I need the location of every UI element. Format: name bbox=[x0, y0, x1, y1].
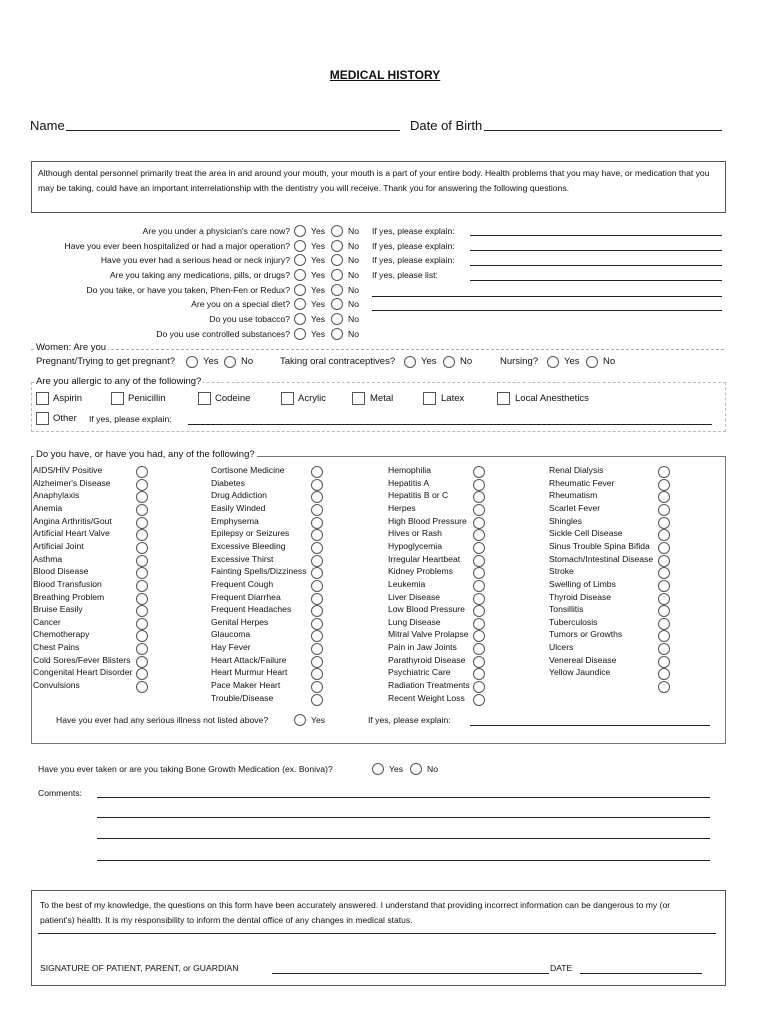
condition-3-10-radio[interactable] bbox=[473, 593, 485, 605]
condition-4-8: Stroke bbox=[549, 566, 574, 577]
condition-3-7: Irregular Heartbeat bbox=[388, 553, 461, 564]
nursing-question: Nursing? bbox=[500, 356, 539, 367]
question-5-yes-label: Yes bbox=[311, 299, 326, 309]
question-6-no-label: No bbox=[348, 314, 359, 324]
condition-4-10-radio[interactable] bbox=[658, 593, 670, 605]
condition-1-1: Alzheimer's Disease bbox=[33, 477, 111, 488]
question-4: Do you take, or have you taken, Phen-Fen or Redux? bbox=[86, 285, 290, 295]
pregnant-no-radio[interactable] bbox=[224, 356, 236, 368]
condition-4-16: Yellow Jaundice bbox=[549, 667, 611, 678]
answer-line-5[interactable] bbox=[372, 310, 722, 311]
condition-2-0-radio[interactable] bbox=[311, 466, 323, 478]
condition-1-0: AIDS/HIV Positive bbox=[33, 465, 103, 475]
condition-2-18-radio[interactable] bbox=[311, 694, 323, 706]
question-0-no-label: No bbox=[348, 226, 359, 236]
allergy-acrylic-label: Acrylic bbox=[298, 393, 326, 404]
condition-1-7-radio[interactable] bbox=[136, 555, 148, 567]
condition-1-3: Anemia bbox=[33, 502, 63, 513]
allergy-explain-label: If yes, please explain: bbox=[89, 414, 172, 424]
condition-3-0: Hemophilia bbox=[388, 465, 431, 475]
allergy-other-checkbox[interactable] bbox=[36, 412, 49, 425]
signature-label: SIGNATURE OF PATIENT, PARENT, or GUARDIAN bbox=[40, 963, 239, 973]
question-2-no-radio[interactable] bbox=[331, 254, 343, 266]
allergy-legend: Are you allergic to any of the following? bbox=[36, 376, 202, 387]
condition-3-16: Psychiatric Care bbox=[388, 667, 451, 678]
condition-3-18: Recent Weight Loss bbox=[388, 692, 465, 703]
condition-3-1: Hepatitis A bbox=[388, 477, 430, 488]
answer-line-0[interactable] bbox=[470, 235, 722, 236]
date-label: DATE bbox=[550, 963, 573, 973]
condition-2-11: Frequent Headaches bbox=[211, 604, 292, 615]
condition-1-13: Chemotherapy bbox=[33, 629, 90, 640]
condition-2-1-radio[interactable] bbox=[311, 479, 323, 491]
intro-box bbox=[31, 161, 726, 213]
question-2-yes-label: Yes bbox=[311, 255, 326, 265]
condition-3-13: Mitral Valve Prolapse bbox=[388, 629, 469, 640]
condition-2-6: Excessive Bleeding bbox=[211, 540, 286, 551]
condition-3-15-radio[interactable] bbox=[473, 656, 485, 668]
allergy-penicillin-label: Penicillin bbox=[128, 393, 166, 404]
contraceptives-question: Taking oral contraceptives? bbox=[280, 356, 396, 367]
question-1-no-label: No bbox=[348, 241, 359, 251]
allergy-codeine-checkbox[interactable] bbox=[198, 392, 211, 405]
question-0-yes-radio[interactable] bbox=[294, 225, 306, 237]
question-5-no-radio[interactable] bbox=[331, 298, 343, 310]
signature-field[interactable] bbox=[272, 973, 549, 974]
question-1: Have you ever been hospitalized or had a major operation? bbox=[64, 241, 290, 251]
dob-field[interactable] bbox=[484, 130, 722, 131]
contraceptives-yes-radio[interactable] bbox=[404, 356, 416, 368]
pregnant-yes-label: Yes bbox=[203, 356, 219, 367]
allergy-aspirin-label: Aspirin bbox=[53, 393, 83, 404]
condition-1-16: Congenital Heart Disorder bbox=[33, 667, 133, 678]
question-1-yes-radio[interactable] bbox=[294, 240, 306, 252]
condition-4-0-radio[interactable] bbox=[658, 466, 670, 478]
women-divider bbox=[31, 349, 724, 350]
condition-4-14-radio[interactable] bbox=[658, 643, 670, 655]
allergy-metal-label: Metal bbox=[370, 393, 394, 404]
pregnant-question: Pregnant/Trying to get pregnant? bbox=[36, 356, 176, 367]
condition-4-14: Ulcers bbox=[549, 642, 574, 653]
comments-line-4[interactable] bbox=[97, 860, 710, 861]
answer-line-3[interactable] bbox=[470, 280, 722, 281]
condition-3-12-radio[interactable] bbox=[473, 618, 485, 630]
condition-1-5: Artificial Heart Valve bbox=[33, 528, 110, 539]
serious-illness-explain-label: If yes, please explain: bbox=[368, 715, 451, 725]
condition-3-10: Liver Disease bbox=[388, 591, 441, 602]
condition-2-0: Cortisone Medicine bbox=[211, 465, 285, 475]
condition-4-0: Renal Dialysis bbox=[549, 465, 604, 475]
condition-2-3: Easily Winded bbox=[211, 502, 266, 513]
condition-4-17-radio[interactable] bbox=[658, 681, 670, 693]
question-0-followup-label: If yes, please explain: bbox=[372, 226, 455, 236]
question-6-yes-radio[interactable] bbox=[294, 313, 306, 325]
condition-2-14: Hay Fever bbox=[211, 642, 251, 653]
condition-4-3-radio[interactable] bbox=[658, 504, 670, 516]
condition-1-3-radio[interactable] bbox=[136, 504, 148, 516]
condition-3-14: Pain in Jaw Joints bbox=[388, 642, 457, 653]
question-2-yes-radio[interactable] bbox=[294, 254, 306, 266]
condition-4-6: Sinus Trouble Spina Bifida bbox=[549, 540, 650, 551]
question-7-yes-radio[interactable] bbox=[294, 328, 306, 340]
contraceptives-yes-label: Yes bbox=[421, 356, 437, 367]
condition-2-7-radio[interactable] bbox=[311, 555, 323, 567]
condition-4-10: Thyroid Disease bbox=[549, 591, 612, 602]
question-4-yes-label: Yes bbox=[311, 285, 326, 295]
condition-1-0-radio[interactable] bbox=[136, 466, 148, 478]
condition-2-3-radio[interactable] bbox=[311, 504, 323, 516]
allergy-explain-field[interactable] bbox=[188, 424, 712, 425]
condition-2-4: Emphysema bbox=[211, 515, 259, 526]
condition-1-6: Artificial Joint bbox=[33, 540, 84, 551]
condition-4-6-radio[interactable] bbox=[658, 542, 670, 554]
nursing-yes-label: Yes bbox=[564, 356, 580, 367]
condition-2-15-radio[interactable] bbox=[311, 656, 323, 668]
question-1-followup-label: If yes, please explain: bbox=[372, 241, 455, 251]
condition-4-1-radio[interactable] bbox=[658, 479, 670, 491]
serious-illness-yes-label: Yes bbox=[311, 715, 326, 725]
condition-2-9-radio[interactable] bbox=[311, 580, 323, 592]
bone-growth-no-radio[interactable] bbox=[410, 763, 422, 775]
condition-1-15-radio[interactable] bbox=[136, 656, 148, 668]
question-4-yes-radio[interactable] bbox=[294, 284, 306, 296]
condition-1-14: Chest Pains bbox=[33, 642, 80, 653]
question-1-yes-label: Yes bbox=[311, 241, 326, 251]
condition-2-13: Glaucoma bbox=[211, 629, 251, 640]
condition-1-1-radio[interactable] bbox=[136, 479, 148, 491]
question-7-no-label: No bbox=[348, 329, 359, 339]
condition-2-14-radio[interactable] bbox=[311, 643, 323, 655]
condition-2-17-radio[interactable] bbox=[311, 681, 323, 693]
intro-text: Although dental personnel primarily treat the area in and around your mouth, your mouth is a part of your entire body. Health problems that you may have, or medication that you may be taking, could have an important interrelationship with the dentistry you will receive. Thank you for answering the following questions. bbox=[38, 168, 710, 193]
name-field[interactable] bbox=[66, 130, 400, 131]
question-4-no-radio[interactable] bbox=[331, 284, 343, 296]
comments-label: Comments: bbox=[38, 788, 82, 798]
allergy-local-anesthetics-checkbox[interactable] bbox=[497, 392, 510, 405]
condition-1-4: Angina Arthritis/Gout bbox=[33, 515, 112, 526]
bone-growth-no-label: No bbox=[427, 764, 438, 774]
question-7-yes-label: Yes bbox=[311, 329, 326, 339]
condition-3-11: Low Blood Pressure bbox=[388, 604, 465, 615]
conditions-legend: Do you have, or have you had, any of the following? bbox=[36, 449, 255, 460]
dob-label: Date of Birth bbox=[410, 118, 483, 133]
answer-line-2[interactable] bbox=[470, 265, 722, 266]
condition-1-12-radio[interactable] bbox=[136, 618, 148, 630]
condition-3-4: High Blood Pressure bbox=[388, 515, 467, 526]
condition-3-1-radio[interactable] bbox=[473, 479, 485, 491]
statement-text: To the best of my knowledge, the questions on this form have been accurately answered. I understand that providing incorrect information can be dangerous to my (or patient's) health. It is my responsibility to inform the dental office of any changes in medical status. bbox=[40, 900, 671, 925]
question-0-no-radio[interactable] bbox=[331, 225, 343, 237]
condition-2-9: Frequent Cough bbox=[211, 578, 274, 589]
condition-3-17-radio[interactable] bbox=[473, 681, 485, 693]
condition-1-9-radio[interactable] bbox=[136, 580, 148, 592]
comments-line-1[interactable] bbox=[97, 797, 710, 798]
condition-4-15: Venereal Disease bbox=[549, 654, 617, 665]
bone-growth-yes-label: Yes bbox=[389, 764, 404, 774]
condition-2-6-radio[interactable] bbox=[311, 542, 323, 554]
condition-2-10-radio[interactable] bbox=[311, 593, 323, 605]
condition-3-6-radio[interactable] bbox=[473, 542, 485, 554]
condition-3-18-radio[interactable] bbox=[473, 694, 485, 706]
condition-4-7: Stomach/Intestinal Disease bbox=[549, 553, 654, 564]
condition-2-12: Genital Herpes bbox=[211, 616, 269, 627]
question-3-yes-label: Yes bbox=[311, 270, 326, 280]
condition-4-2: Rheumatism bbox=[549, 490, 598, 501]
condition-3-5: Hives or Rash bbox=[388, 528, 442, 539]
question-0: Are you under a physician's care now? bbox=[142, 226, 290, 236]
bone-growth-yes-radio[interactable] bbox=[372, 763, 384, 775]
condition-3-6: Hypoglycemia bbox=[388, 540, 442, 551]
question-6-no-radio[interactable] bbox=[331, 313, 343, 325]
allergy-codeine-label: Codeine bbox=[215, 393, 251, 404]
question-3-no-radio[interactable] bbox=[331, 269, 343, 281]
condition-3-15: Parathyroid Disease bbox=[388, 654, 466, 665]
question-3-followup-label: If yes, please list: bbox=[372, 270, 438, 280]
allergy-other-label: Other bbox=[53, 413, 77, 424]
condition-3-7-radio[interactable] bbox=[473, 555, 485, 567]
allergy-local-anesthetics-label: Local Anesthetics bbox=[515, 393, 589, 404]
condition-1-10: Breathing Problem bbox=[33, 591, 105, 602]
condition-1-8: Blood Disease bbox=[33, 566, 89, 577]
condition-1-15: Cold Sores/Fever Blisters bbox=[33, 654, 131, 665]
pregnant-yes-radio[interactable] bbox=[186, 356, 198, 368]
condition-4-5: Sickle Cell Disease bbox=[549, 528, 623, 539]
condition-3-12: Lung Disease bbox=[388, 616, 441, 627]
condition-4-4-radio[interactable] bbox=[658, 517, 670, 529]
condition-2-2: Drug Addiction bbox=[211, 490, 267, 501]
condition-3-4-radio[interactable] bbox=[473, 517, 485, 529]
question-2-followup-label: If yes, please explain: bbox=[372, 255, 455, 265]
nursing-no-radio[interactable] bbox=[586, 356, 598, 368]
condition-3-9-radio[interactable] bbox=[473, 580, 485, 592]
question-1-no-radio[interactable] bbox=[331, 240, 343, 252]
condition-2-17: Pace Maker Heart bbox=[211, 680, 281, 691]
answer-line-4[interactable] bbox=[372, 296, 722, 297]
condition-3-8: Kidney Problems bbox=[388, 566, 453, 577]
question-3: Are you taking any medications, pills, or drugs? bbox=[109, 270, 290, 280]
bone-growth-question: Have you ever taken or are you taking Bone Growth Medication (ex. Boniva)? bbox=[38, 764, 333, 774]
condition-3-9: Leukemia bbox=[388, 578, 426, 589]
condition-1-4-radio[interactable] bbox=[136, 517, 148, 529]
allergy-latex-label: Latex bbox=[441, 393, 465, 404]
condition-1-7: Asthma bbox=[33, 553, 63, 564]
question-7: Do you use controlled substances? bbox=[156, 329, 290, 339]
condition-2-5: Epilepsy or Seizures bbox=[211, 528, 290, 539]
condition-4-1: Rheumatic Fever bbox=[549, 477, 615, 488]
condition-4-3: Scarlet Fever bbox=[549, 502, 601, 513]
condition-4-13: Tumors or Growths bbox=[549, 629, 623, 640]
question-5: Are you on a special diet? bbox=[191, 299, 290, 309]
condition-1-17: Convulsions bbox=[33, 680, 80, 691]
allergy-metal-checkbox[interactable] bbox=[352, 392, 365, 405]
question-7-no-radio[interactable] bbox=[331, 328, 343, 340]
condition-1-11: Bruise Easily bbox=[33, 604, 83, 615]
statement-box bbox=[31, 890, 726, 986]
condition-2-10: Frequent Diarrhea bbox=[211, 591, 281, 602]
nursing-yes-radio[interactable] bbox=[547, 356, 559, 368]
allergy-latex-checkbox[interactable] bbox=[423, 392, 436, 405]
question-3-yes-radio[interactable] bbox=[294, 269, 306, 281]
condition-4-15-radio[interactable] bbox=[658, 656, 670, 668]
allergy-acrylic-checkbox[interactable] bbox=[281, 392, 294, 405]
question-6-yes-label: Yes bbox=[311, 314, 326, 324]
question-4-no-label: No bbox=[348, 285, 359, 295]
condition-4-12: Tuberculosis bbox=[549, 616, 598, 627]
name-label: Name bbox=[30, 118, 65, 133]
condition-3-17: Radiation Treatments bbox=[388, 680, 470, 691]
condition-2-7: Excessive Thirst bbox=[211, 553, 274, 564]
condition-1-12: Cancer bbox=[33, 616, 61, 627]
women-legend: Women: Are you bbox=[36, 342, 107, 353]
condition-4-11: Tonsillitis bbox=[549, 604, 584, 615]
condition-1-6-radio[interactable] bbox=[136, 542, 148, 554]
condition-4-9-radio[interactable] bbox=[658, 580, 670, 592]
condition-2-12-radio[interactable] bbox=[311, 618, 323, 630]
pregnant-no-label: No bbox=[241, 356, 254, 367]
question-0-yes-label: Yes bbox=[311, 226, 326, 236]
serious-illness-explain-field[interactable] bbox=[470, 725, 710, 726]
allergy-aspirin-checkbox[interactable] bbox=[36, 392, 49, 405]
condition-3-0-radio[interactable] bbox=[473, 466, 485, 478]
question-2: Have you ever had a serious head or neck injury? bbox=[100, 255, 290, 265]
condition-1-9: Blood Transfusion bbox=[33, 578, 102, 589]
comments-line-2[interactable] bbox=[97, 817, 710, 818]
statement-divider bbox=[38, 933, 716, 934]
serious-illness-question: Have you ever had any serious illness not listed above? bbox=[56, 715, 269, 725]
serious-illness-yes-radio[interactable] bbox=[294, 714, 306, 726]
condition-2-8: Fainting Spells/Dizziness bbox=[211, 566, 307, 577]
condition-1-14-radio[interactable] bbox=[136, 643, 148, 655]
condition-2-18: Trouble/Disease bbox=[211, 692, 274, 703]
page-title: MEDICAL HISTORY bbox=[329, 68, 441, 82]
condition-1-2: Anaphylaxis bbox=[33, 490, 80, 501]
condition-1-10-radio[interactable] bbox=[136, 593, 148, 605]
condition-4-12-radio[interactable] bbox=[658, 618, 670, 630]
question-5-yes-radio[interactable] bbox=[294, 298, 306, 310]
condition-4-7-radio[interactable] bbox=[658, 555, 670, 567]
condition-3-2: Hepatitis B or C bbox=[388, 490, 449, 501]
condition-3-14-radio[interactable] bbox=[473, 643, 485, 655]
contraceptives-no-radio[interactable] bbox=[443, 356, 455, 368]
nursing-no-label: No bbox=[603, 356, 616, 367]
condition-4-4: Shingles bbox=[549, 515, 582, 526]
condition-2-15: Heart Attack/Failure bbox=[211, 654, 287, 665]
question-2-no-label: No bbox=[348, 255, 359, 265]
question-3-no-label: No bbox=[348, 270, 359, 280]
condition-2-1: Diabetes bbox=[211, 477, 245, 488]
allergy-penicillin-checkbox[interactable] bbox=[111, 392, 124, 405]
condition-1-17-radio[interactable] bbox=[136, 681, 148, 693]
answer-line-1[interactable] bbox=[470, 250, 722, 251]
condition-3-3-radio[interactable] bbox=[473, 504, 485, 516]
comments-line-3[interactable] bbox=[97, 838, 710, 839]
condition-4-9: Swelling of Limbs bbox=[549, 578, 616, 589]
question-5-no-label: No bbox=[348, 299, 359, 309]
condition-2-16: Heart Murmur Heart bbox=[211, 667, 288, 678]
date-field[interactable] bbox=[580, 973, 702, 974]
question-6: Do you use tobacco? bbox=[209, 314, 290, 324]
contraceptives-no-label: No bbox=[460, 356, 473, 367]
condition-2-4-radio[interactable] bbox=[311, 517, 323, 529]
condition-3-3: Herpes bbox=[388, 502, 416, 513]
